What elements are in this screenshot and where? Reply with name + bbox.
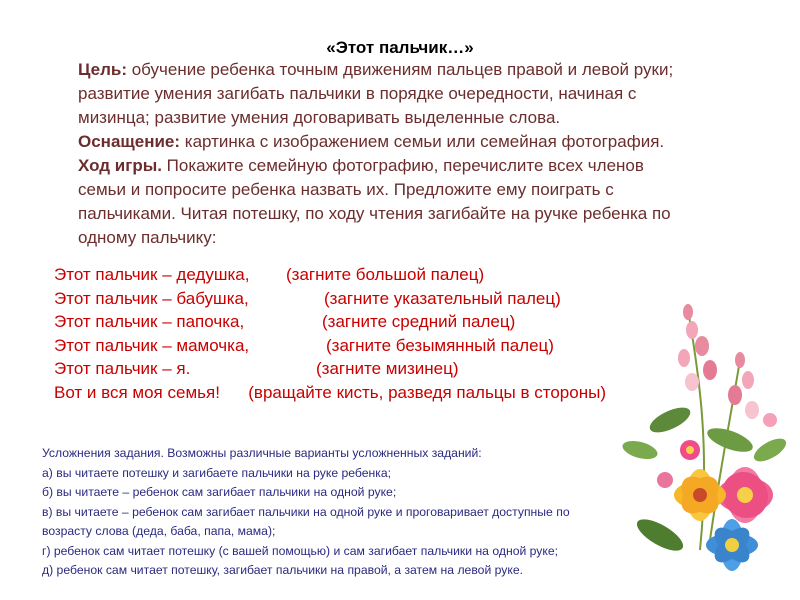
- complication-item: а) вы читаете потешку и загибаете пальчики на руке ребенка;: [42, 465, 392, 480]
- rhyme-action: (загните большой палец): [286, 265, 485, 284]
- rhyme-line: Этот пальчик – я.: [54, 359, 191, 378]
- rhyme-action: (вращайте кисть, разведя пальцы в стороны): [248, 382, 606, 402]
- complication-item: г) ребенок сам читает потешку (с вашей помощью) и сам загибает пальчики на одной руке;: [42, 543, 559, 558]
- complication-item: возрасту слова (деда, баба, папа, мама);: [42, 524, 276, 538]
- rhyme-action: (загните указательный палец): [324, 288, 561, 308]
- goal-text: обучение ребенка точным движениям пальцев правой и левой руки; развитие умения загибать пальчики в порядке очередности, начиная с мизинца; развитие умения договаривать выделенные слова.: [78, 60, 674, 127]
- rhyme-row: [54, 287, 654, 311]
- rhyme-row: [54, 310, 654, 334]
- rhyme-action: (загните безымянный палец): [326, 335, 554, 355]
- rhyme-row: [54, 263, 654, 287]
- rhyme-row: [54, 381, 654, 405]
- complications-intro: Усложнения задания. Возможны различные варианты усложненных заданий:: [42, 446, 482, 460]
- page-title: «Этот пальчик…»: [326, 38, 474, 57]
- rhyme-row: [54, 357, 654, 381]
- rhyme-line: Этот пальчик – папочка,: [54, 312, 245, 331]
- rhyme-line: Этот пальчик – дедушка,: [54, 265, 250, 284]
- goal-label: Цель:: [78, 60, 127, 79]
- rhyme-row: [54, 334, 654, 358]
- rhyme-action: (загните средний палец): [322, 312, 516, 331]
- flower-bouquet-decoration: [620, 300, 800, 600]
- game-course-label: Ход игры.: [78, 156, 162, 175]
- rhyme-line: Этот пальчик – бабушка,: [54, 288, 249, 308]
- rhyme-line: Этот пальчик – мамочка,: [54, 335, 250, 355]
- complication-item: д) ребенок сам читает потешку, загибает пальчики на правой, а затем на левой руке.: [42, 563, 524, 577]
- complication-item: б) вы читаете – ребенок сам загибает пальчики на одной руке;: [42, 485, 397, 499]
- game-course-text: Покажите семейную фотографию, перечислите всех членов семьи и попросите ребенка назвать их. Предложите ему поиграть с пальчиками. Читая потешку, по ходу чтения загибайте на ручке ребенка по одному пальчику:: [78, 156, 671, 247]
- goal-block: [78, 58, 688, 250]
- rhyme-line: Вот и вся моя семья!: [54, 382, 220, 402]
- equipment-label: Оснащение:: [78, 132, 181, 151]
- complication-item: в) вы читаете – ребенок сам загибает пальчики на одной руке и проговаривает доступные по: [42, 504, 570, 519]
- rhyme-block: [54, 263, 654, 404]
- rhyme-action: (загните мизинец): [316, 359, 459, 378]
- equipment-text: картинка с изображением семьи или семейная фотография.: [180, 132, 665, 151]
